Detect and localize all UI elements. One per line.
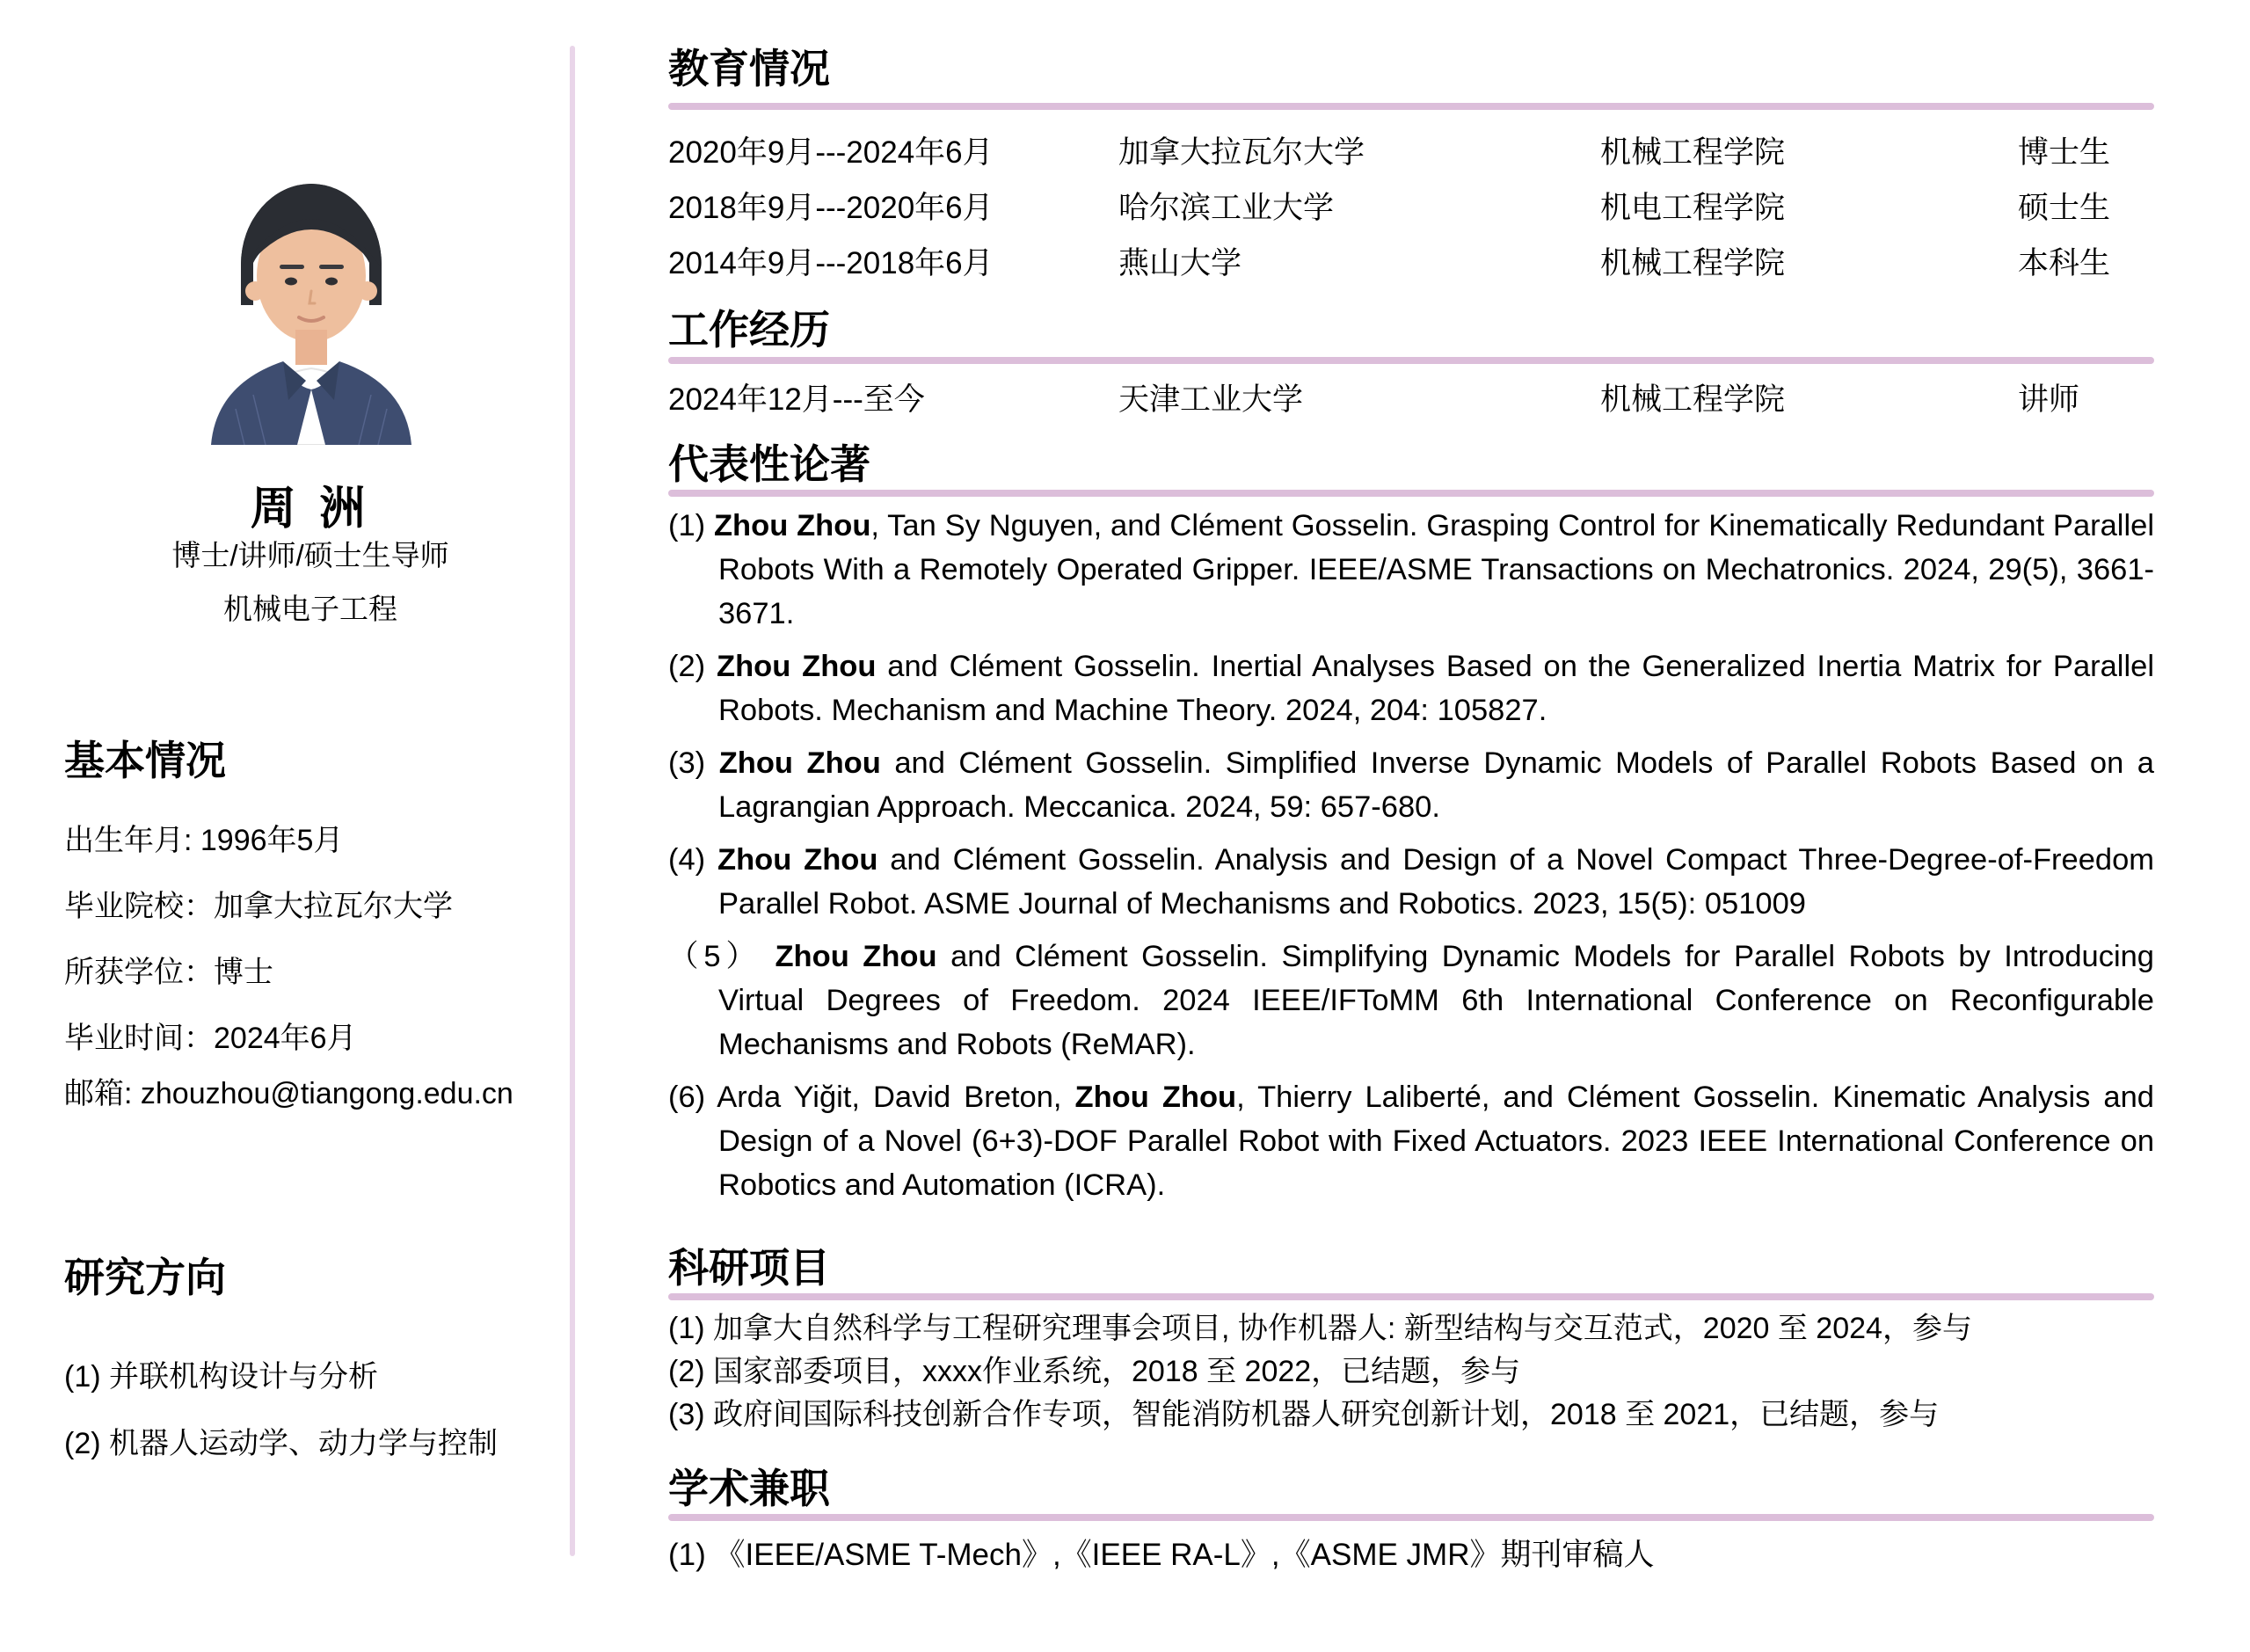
section-rule	[668, 1293, 2154, 1300]
education-row	[668, 122, 2154, 178]
publication-text: (6) Arda Yiğit, David Breton,	[668, 1081, 1075, 1114]
publication-text: (2)	[668, 650, 717, 683]
portrait-photo-graphic	[199, 157, 425, 445]
section-heading-publications: 代表性论著	[668, 441, 870, 487]
project-item: (2) 国家部委项目，xxxx作业系统，2018 至 2022，已结题，参与	[668, 1355, 1521, 1388]
publication-text: and Clément Gosselin. Inertial Analyses Based on the Generalized Inertia Matrix for Parallel Robots. Mechanism and Machine Theory. 2024, 204: 105827.	[718, 650, 2154, 727]
publication-text: (4)	[668, 843, 717, 877]
basic-info-list	[64, 823, 570, 1142]
publication-author-highlight: Zhou Zhou	[1074, 1081, 1237, 1114]
publication-item	[668, 741, 2154, 829]
basic-info-item: 出生年月: 1996年5月	[64, 824, 344, 857]
publication-text: (3)	[668, 746, 719, 780]
publication-list	[668, 504, 2154, 1207]
academic-service-list	[668, 1533, 2154, 1577]
publication-text: and Clément Gosselin. Simplifying Dynamic Models for Parallel Robots by Introducing Virtual Degrees of Freedom. 2024 IEEE/IFToMM 6th International Conference on Reconfigurable Mechanisms and Robots (ReMAR).	[718, 940, 2154, 1061]
education-school: 哈尔滨工业大学	[1118, 190, 1335, 225]
publication-item	[668, 504, 2154, 636]
publication-author-highlight: Zhou Zhou	[717, 843, 878, 877]
project-item: (1) 加拿大自然科学与工程研究理事会项目, 协作机器人: 新型结构与交互范式，2020 至 2024，参与	[668, 1312, 1972, 1345]
section-heading-basic-info: 基本情况	[64, 738, 226, 783]
person-major: 机械电子工程	[223, 593, 397, 625]
section-projects	[668, 1245, 2154, 1437]
academic-service-item: (1) 《IEEE/ASME T-Mech》,《IEEE RA-L》,《ASME JMR》期刊审稿人	[668, 1538, 1655, 1572]
section-heading-work: 工作经历	[668, 307, 830, 353]
section-heading-education: 教育情况	[668, 46, 830, 91]
publication-text: (1)	[668, 509, 714, 542]
education-row	[668, 178, 2154, 233]
publication-author-highlight: Zhou Zhou	[775, 940, 937, 973]
basic-info-item: 毕业时间：2024年6月	[64, 1022, 357, 1055]
research-direction-item: (2) 机器人运动学、动力学与控制	[64, 1427, 498, 1460]
education-period: 2018年9月---2020年6月	[668, 190, 994, 225]
basic-info-item: 毕业院校：加拿大拉瓦尔大学	[64, 890, 453, 923]
publication-author-highlight: Zhou Zhou	[717, 650, 877, 683]
work-row	[668, 369, 2154, 425]
education-row	[668, 233, 2154, 288]
publication-text: and Clément Gosselin. Analysis and Design of a Novel Compact Three-Degree-of-Freedom Parallel Robot. ASME Journal of Mechanisms and Robotics. 2023, 15(5): 051009	[718, 843, 2155, 921]
work-college: 机械工程学院	[1600, 382, 1786, 417]
publication-text: and Clément Gosselin. Simplified Inverse Dynamic Models of Parallel Robots Based on a Lagrangian Approach. Meccanica. 2024, 59: 657-680.	[718, 746, 2154, 824]
work-table	[668, 369, 2154, 425]
section-publications	[668, 441, 2155, 1207]
right-column	[668, 48, 2154, 1577]
left-column	[0, 0, 570, 1652]
section-heading-academic-service: 学术兼职	[668, 1466, 830, 1511]
vertical-divider	[570, 46, 575, 1556]
project-item: (3) 政府间国际科技创新合作专项，智能消防机器人研究创新计划，2018 至 2021，已结题，参与	[668, 1398, 1940, 1431]
publication-item	[668, 644, 2154, 732]
section-education	[668, 48, 2154, 288]
publication-item	[668, 838, 2154, 926]
education-college: 机械工程学院	[1600, 135, 1786, 170]
portrait-photo	[199, 157, 425, 445]
section-rule	[668, 1514, 2154, 1521]
education-college: 机电工程学院	[1600, 190, 1786, 225]
education-school: 加拿大拉瓦尔大学	[1118, 135, 1365, 170]
section-heading-projects: 科研项目	[668, 1245, 830, 1291]
section-academic-service	[668, 1468, 2154, 1577]
education-college: 机械工程学院	[1600, 245, 1786, 280]
basic-info-item: 邮箱: zhouzhou@tiangong.edu.cn	[64, 1077, 513, 1110]
education-period: 2020年9月---2024年6月	[668, 135, 994, 170]
research-directions-list	[64, 1359, 570, 1493]
work-degree: 讲师	[2018, 382, 2080, 417]
basic-info-item: 所获学位：博士	[64, 956, 273, 989]
publication-author-highlight: Zhou Zhou	[713, 509, 871, 542]
publication-item	[668, 935, 2154, 1066]
publication-text: , Thierry Laliberté, and Clément Gosselin. Kinematic Analysis and Design of a Novel (6+3)-DOF Parallel Robot with Fixed Actuators. 2023 IEEE International Conference on Robotics and Automation (ICRA).	[718, 1081, 2154, 1202]
work-school: 天津工业大学	[1118, 382, 1304, 417]
education-degree: 硕士生	[2018, 190, 2111, 225]
work-period: 2024年12月---至今	[668, 382, 925, 417]
section-work	[668, 309, 2154, 425]
section-rule	[668, 357, 2154, 364]
research-direction-item: (1) 并联机构设计与分析	[64, 1360, 378, 1394]
section-rule	[668, 103, 2154, 110]
section-heading-research-directions: 研究方向	[64, 1255, 226, 1300]
project-list	[668, 1307, 2154, 1437]
publication-author-highlight: Zhou Zhou	[718, 746, 881, 780]
education-degree: 本科生	[2018, 245, 2111, 280]
section-rule	[668, 490, 2154, 497]
education-degree: 博士生	[2018, 135, 2111, 170]
publication-text: （5）	[668, 940, 775, 973]
publication-text: , Tan Sy Nguyen, and Clément Gosselin. Grasping Control for Kinematically Redundant Parallel Robots With a Remotely Operated Gripper. IEEE/ASME Transactions on Mechatronics. 2024, 29(5), 3661-3671.	[718, 509, 2154, 630]
publication-item	[668, 1075, 2154, 1207]
education-period: 2014年9月---2018年6月	[668, 245, 994, 280]
person-name: 周 洲	[250, 484, 371, 535]
person-title: 博士/讲师/硕士生导师	[171, 539, 449, 571]
education-table	[668, 122, 2154, 288]
education-school: 燕山大学	[1118, 245, 1242, 280]
